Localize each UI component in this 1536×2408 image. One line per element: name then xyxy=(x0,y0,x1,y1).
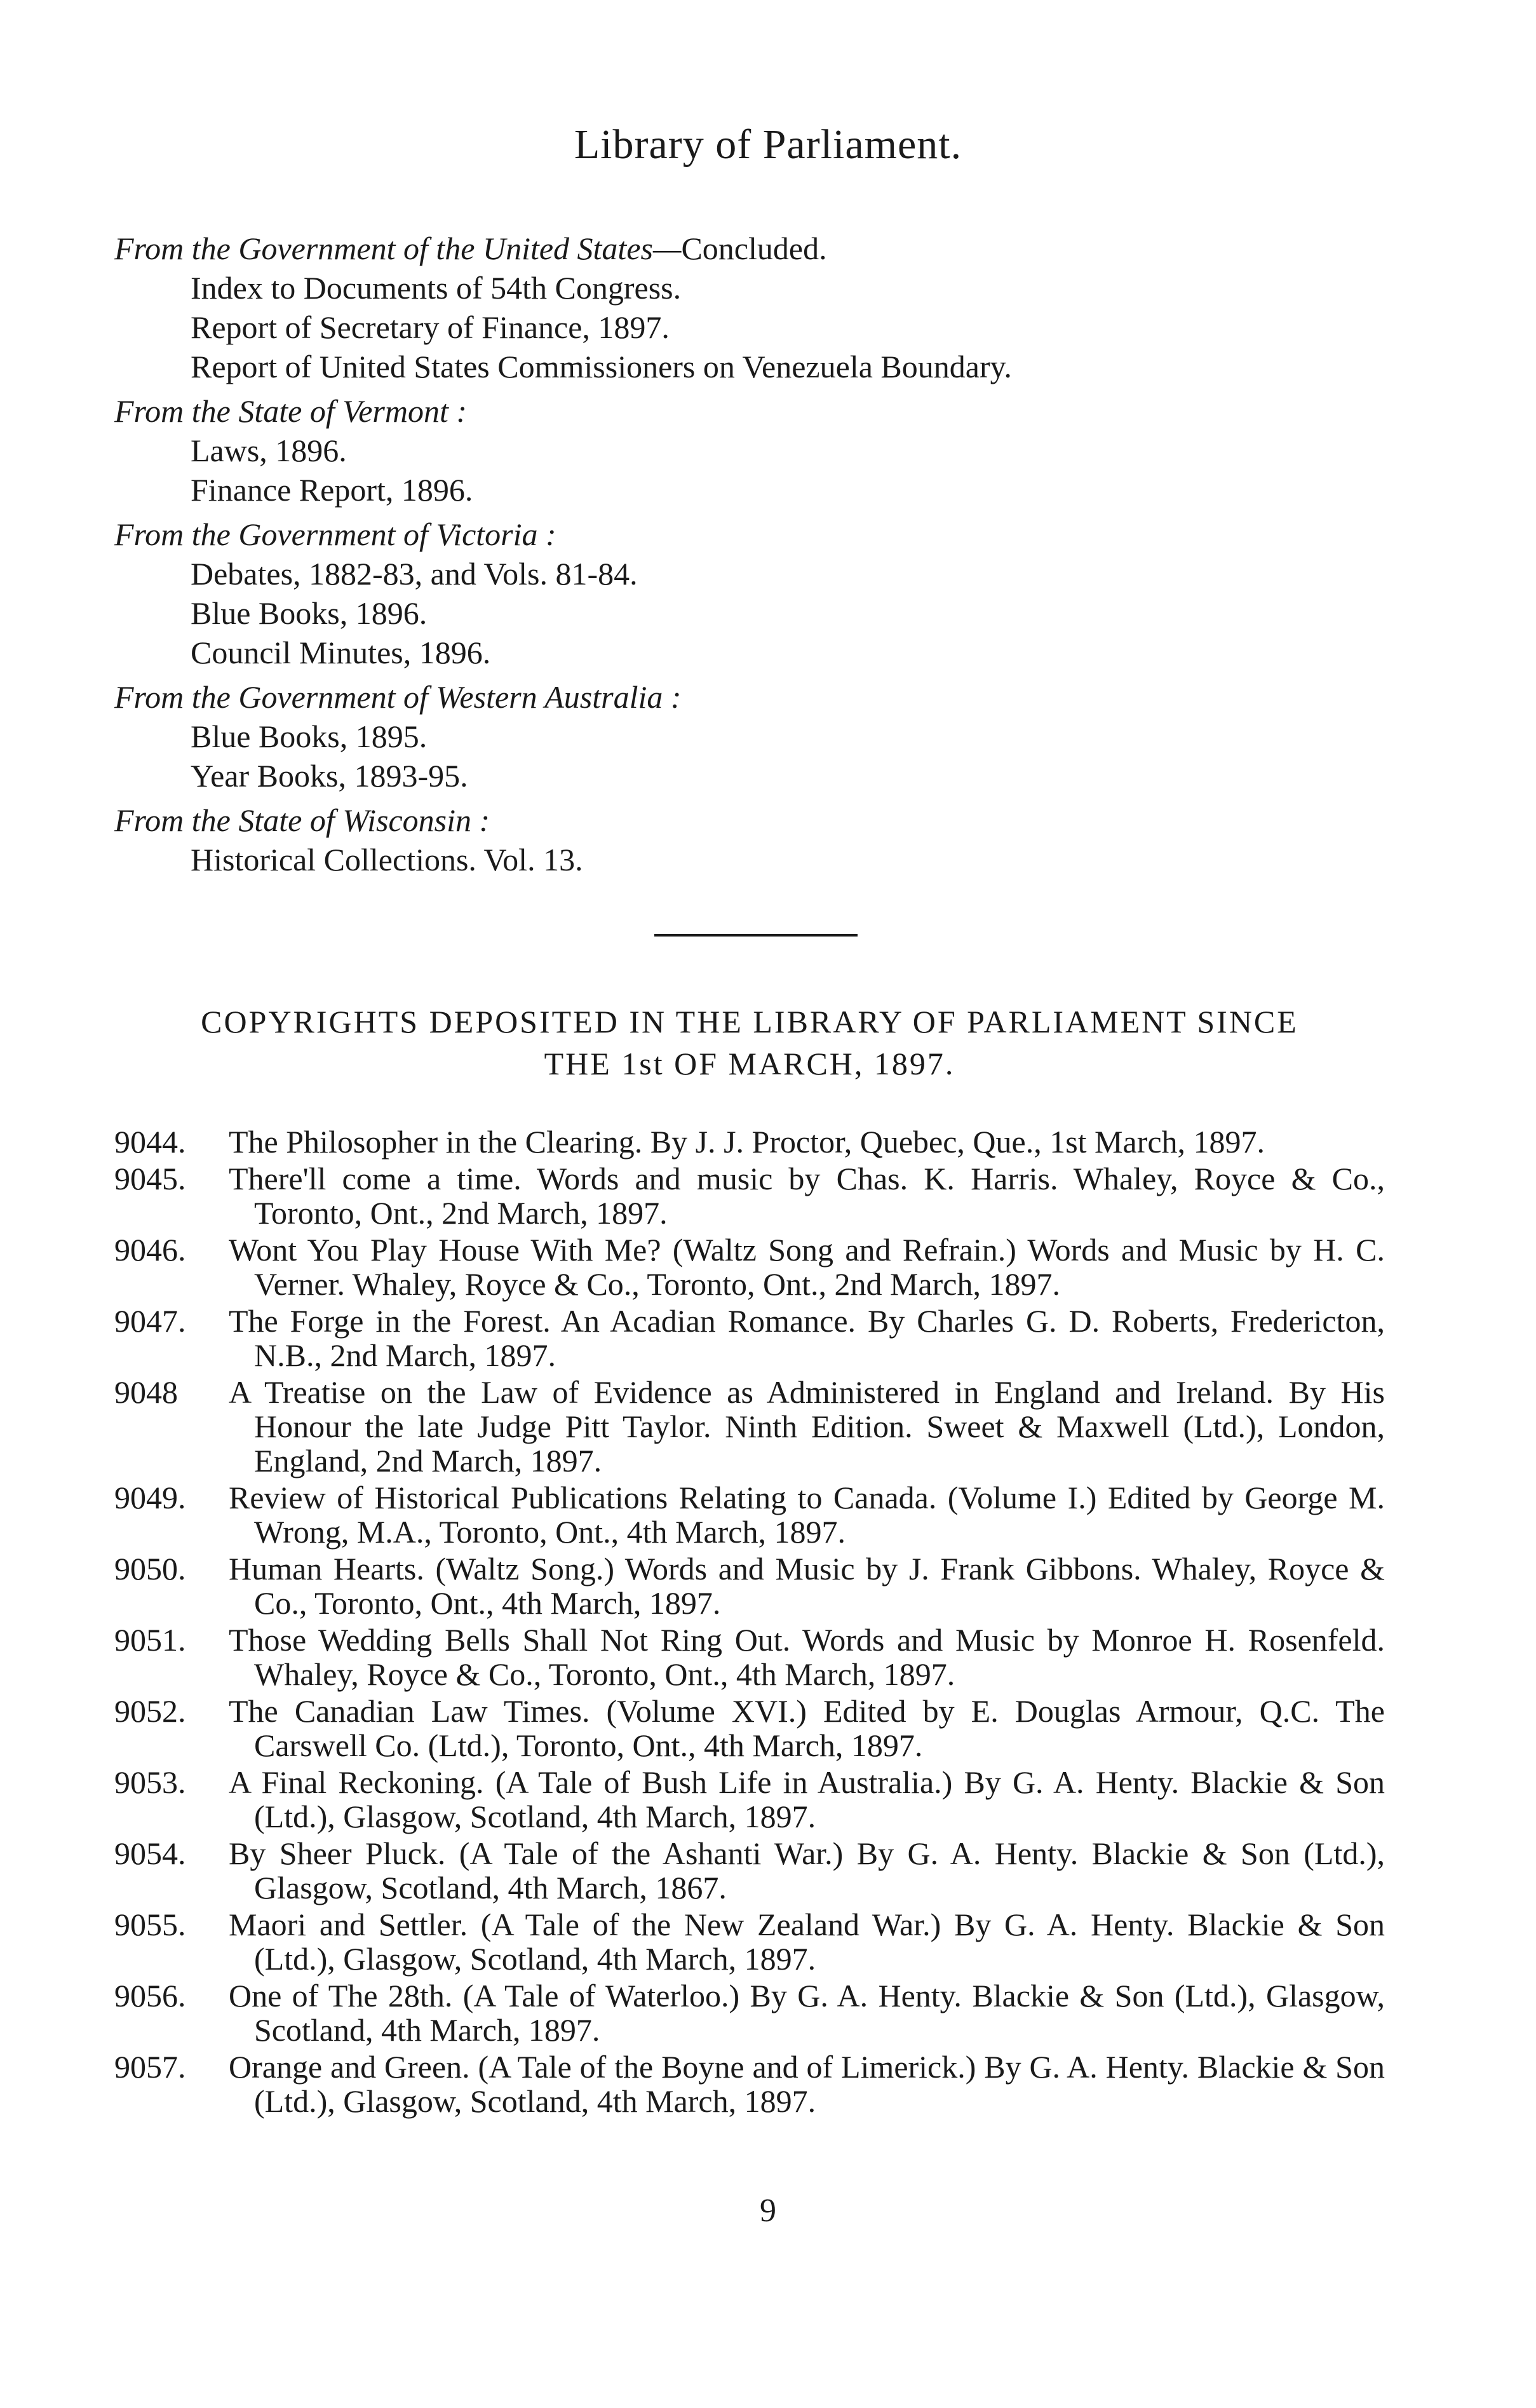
copyright-entry xyxy=(114,1375,1385,1478)
entry-number: 9051. xyxy=(114,1622,186,1658)
donor-heading-text: From the Government of Western Australia : xyxy=(114,679,682,715)
donor-items xyxy=(114,717,1321,795)
donor-item: Debates, 1882-83, and Vols. 81-84. xyxy=(191,556,638,592)
copyright-entry xyxy=(114,1480,1385,1549)
entry-text: Orange and Green. (A Tale of the Boyne and of Limerick.) By G. A. Henty. Blackie & Son (Ltd.), Glasgow, Scotland, 4th March, 1897. xyxy=(229,2049,1385,2119)
entry-number: 9053. xyxy=(114,1764,186,1800)
entry-text: A Final Reckoning. (A Tale of Bush Life in Australia.) By G. A. Henty. Blackie & Son (Ltd.), Glasgow, Scotland, 4th March, 1897. xyxy=(229,1764,1385,1834)
donor-heading xyxy=(114,801,1321,840)
entry-number: 9048 xyxy=(114,1374,178,1410)
entry-number: 9047. xyxy=(114,1303,186,1339)
copyright-entry xyxy=(114,1694,1385,1762)
entry-text: The Canadian Law Times. (Volume XVI.) Edited by E. Douglas Armour, Q.C. The Carswell Co. (Ltd.), Toronto, Ont., 4th March, 1897. xyxy=(229,1693,1385,1763)
section-title-line1: COPYRIGHTS DEPOSITED IN THE LIBRARY OF PARLIAMENT SINCE xyxy=(201,1004,1298,1039)
donor-heading-text: From the State of Wisconsin : xyxy=(114,802,490,838)
copyright-entries xyxy=(114,1125,1385,2121)
copyright-entry xyxy=(114,1978,1385,2047)
donor-item: Historical Collections. Vol. 13. xyxy=(191,842,583,877)
donor-heading-suffix: Concluded. xyxy=(681,231,827,266)
page-title: Library of Parliament. xyxy=(574,121,962,168)
section-title-line2: THE 1st OF MARCH, 1897. xyxy=(544,1046,955,1081)
donor-heading xyxy=(114,229,1321,268)
donor-heading-text: From the Government of Victoria : xyxy=(114,517,556,552)
donor-item: Council Minutes, 1896. xyxy=(191,635,491,670)
donor-heading-text: From the State of Vermont : xyxy=(114,393,468,429)
donor-item: Report of United States Commissioners on Venezuela Boundary. xyxy=(191,349,1012,384)
copyright-entry xyxy=(114,1623,1385,1691)
donor-heading-text: From the Government of the United States— xyxy=(114,231,682,266)
entry-text: Maori and Settler. (A Tale of the New Zealand War.) By G. A. Henty. Blackie & Son (Ltd.), Glasgow, Scotland, 4th March, 1897. xyxy=(229,1907,1385,1977)
copyright-entry xyxy=(114,1161,1385,1230)
donor-item: Blue Books, 1895. xyxy=(191,719,428,754)
entry-text: Wont You Play House With Me? (Waltz Song and Refrain.) Words and Music by H. C. Verner. Whaley, Royce & Co., Toronto, Ont., 2nd March, 1897. xyxy=(229,1232,1385,1302)
copyright-entry xyxy=(114,1907,1385,1976)
section-divider xyxy=(654,934,858,937)
donor-items xyxy=(114,268,1321,386)
donor-item: Index to Documents of 54th Congress. xyxy=(191,270,682,306)
copyright-entry xyxy=(114,1836,1385,1905)
copyright-entry xyxy=(114,1552,1385,1620)
donor-list xyxy=(114,229,1321,884)
entry-text: The Philosopher in the Clearing. By J. J. Proctor, Quebec, Que., 1st March, 1897. xyxy=(229,1124,1265,1160)
entry-number: 9057. xyxy=(114,2049,186,2085)
page-number: 9 xyxy=(760,2193,776,2229)
entry-text: Review of Historical Publications Relating to Canada. (Volume I.) Edited by George M. Wrong, M.A., Toronto, Ont., 4th March, 1897. xyxy=(229,1480,1385,1550)
donor-heading xyxy=(114,391,1321,431)
donor-heading xyxy=(114,515,1321,554)
entry-text: There'll come a time. Words and music by Chas. K. Harris. Whaley, Royce & Co., Toronto, Ont., 2nd March, 1897. xyxy=(229,1161,1385,1231)
donor-items xyxy=(114,431,1321,510)
entry-number: 9046. xyxy=(114,1232,186,1268)
entry-text: By Sheer Pluck. (A Tale of the Ashanti War.) By G. A. Henty. Blackie & Son (Ltd.), Glasgow, Scotland, 4th March, 1867. xyxy=(229,1836,1385,1905)
copyright-entry xyxy=(114,1765,1385,1834)
entry-text: One of The 28th. (A Tale of Waterloo.) By G. A. Henty. Blackie & Son (Ltd.), Glasgow, Scotland, 4th March, 1897. xyxy=(229,1978,1385,2048)
donor-item: Blue Books, 1896. xyxy=(191,595,428,631)
donor-items xyxy=(114,554,1321,672)
section-title xyxy=(114,1001,1385,1085)
entry-number: 9045. xyxy=(114,1161,186,1196)
entry-text: A Treatise on the Law of Evidence as Administered in England and Ireland. By His Honour the late Judge Pitt Taylor. Ninth Edition. Sweet & Maxwell (Ltd.), London, England, 2nd March, 1897. xyxy=(229,1374,1385,1478)
entry-number: 9056. xyxy=(114,1978,186,2013)
donor-item: Report of Secretary of Finance, 1897. xyxy=(191,309,670,345)
copyright-entry xyxy=(114,1125,1385,1159)
donor-item: Laws, 1896. xyxy=(191,433,347,468)
copyright-entry xyxy=(114,2050,1385,2118)
donor-items xyxy=(114,840,1321,879)
entry-text: Human Hearts. (Waltz Song.) Words and Music by J. Frank Gibbons. Whaley, Royce & Co., Toronto, Ont., 4th March, 1897. xyxy=(229,1551,1385,1621)
entry-number: 9052. xyxy=(114,1693,186,1729)
copyright-entry xyxy=(114,1304,1385,1372)
entry-text: The Forge in the Forest. An Acadian Romance. By Charles G. D. Roberts, Fredericton, N.B., 2nd March, 1897. xyxy=(229,1303,1385,1373)
copyright-entry xyxy=(114,1233,1385,1301)
entry-text: Those Wedding Bells Shall Not Ring Out. Words and Music by Monroe H. Rosenfeld. Whaley, Royce & Co., Toronto, Ont., 4th March, 1897. xyxy=(229,1622,1385,1692)
entry-number: 9044. xyxy=(114,1124,186,1160)
donor-item: Finance Report, 1896. xyxy=(191,472,473,508)
donor-item: Year Books, 1893-95. xyxy=(191,758,468,794)
entry-number: 9049. xyxy=(114,1480,186,1515)
entry-number: 9050. xyxy=(114,1551,186,1586)
entry-number: 9055. xyxy=(114,1907,186,1942)
entry-number: 9054. xyxy=(114,1836,186,1871)
donor-heading xyxy=(114,677,1321,717)
